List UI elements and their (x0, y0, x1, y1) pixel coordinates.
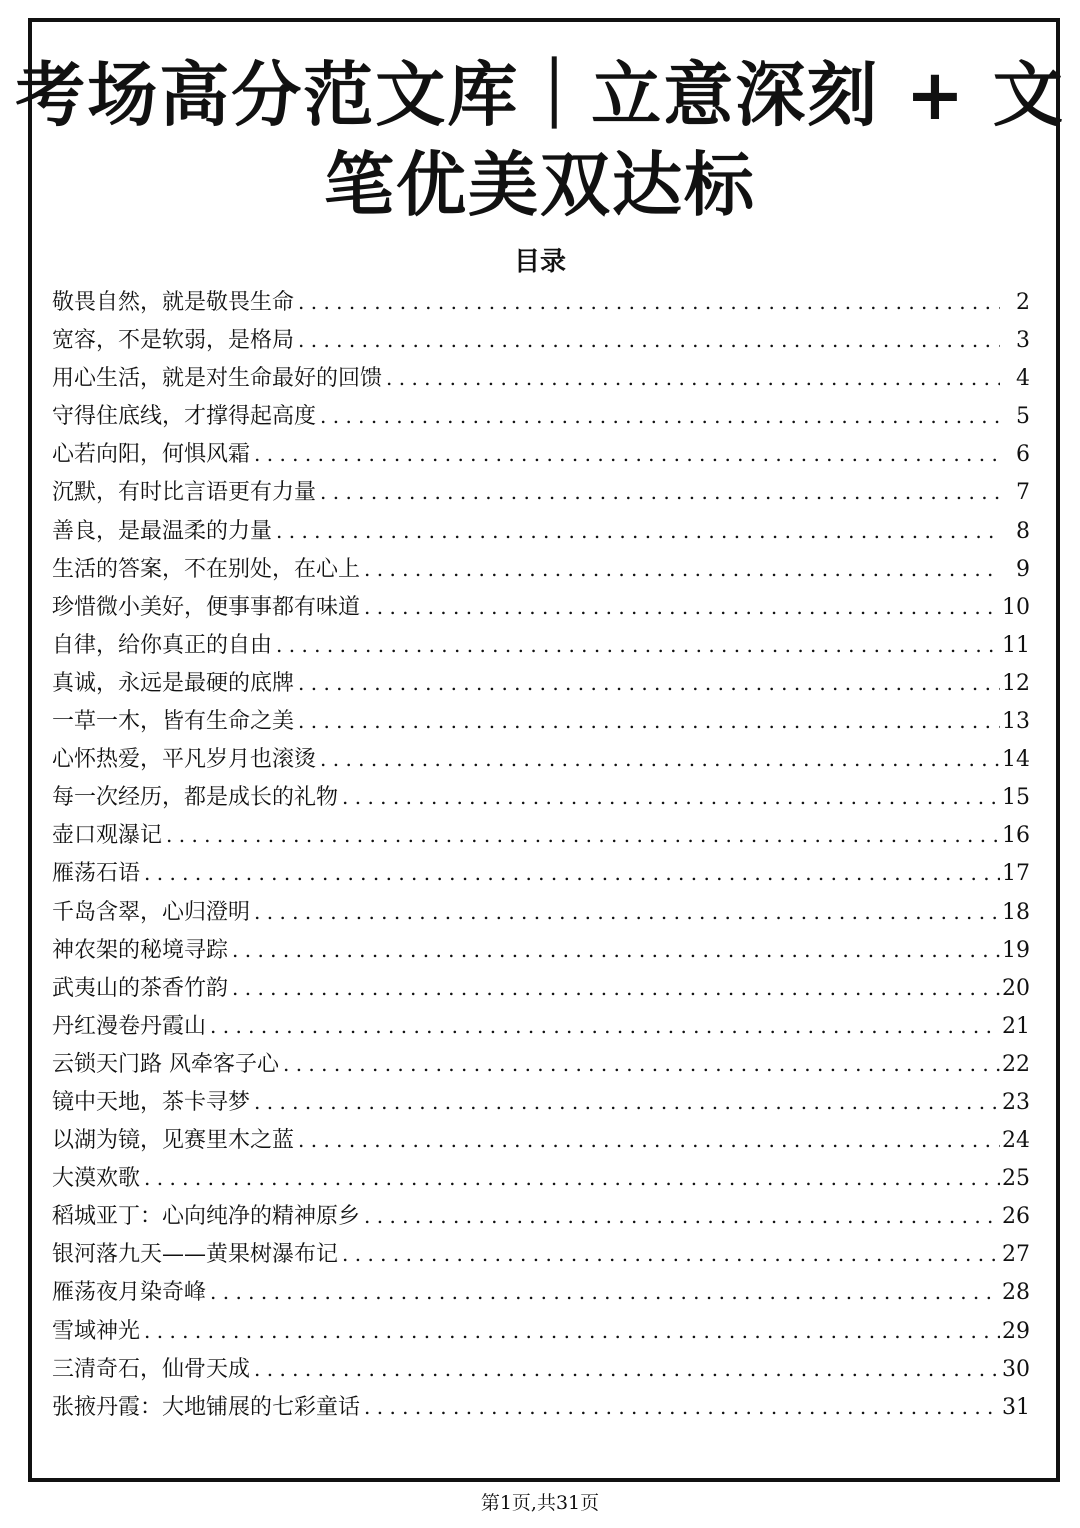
toc-dot-leader (254, 1350, 1000, 1388)
toc-entry-page[interactable]: 21 (1002, 1013, 1030, 1039)
toc-entry[interactable] (52, 1350, 1030, 1388)
toc-entry-page[interactable]: 7 (1016, 480, 1030, 506)
toc-entry-page[interactable]: 28 (1002, 1280, 1030, 1306)
toc-entry-title[interactable]: 心怀热爱，平凡岁月也滚烫 (52, 747, 317, 773)
toc-entry[interactable] (52, 512, 1030, 550)
toc-entry-page[interactable]: 16 (1002, 823, 1030, 849)
toc-entry-title[interactable]: 以湖为镜，见赛里木之蓝 (52, 1128, 295, 1154)
toc-entry-page[interactable]: 25 (1002, 1166, 1030, 1192)
toc-entry[interactable] (52, 1121, 1030, 1159)
toc-entry-page[interactable]: 10 (1002, 594, 1030, 620)
toc-entry-title[interactable]: 一草一木，皆有生命之美 (52, 709, 295, 735)
toc-entry-title[interactable]: 心若向阳，何惧风霜 (52, 442, 251, 468)
toc-entry-page[interactable]: 17 (1002, 861, 1030, 887)
toc-dot-leader (232, 969, 1000, 1007)
toc-entry-page[interactable]: 4 (1016, 366, 1030, 392)
toc-dot-leader (144, 1159, 1000, 1197)
toc-entry-title[interactable]: 善良，是最温柔的力量 (52, 518, 273, 544)
toc-entry-title[interactable]: 大漠欢歌 (52, 1166, 141, 1192)
toc-entry-page[interactable]: 18 (1002, 899, 1030, 925)
toc-dot-leader (210, 1273, 1000, 1311)
toc-entry-page[interactable]: 22 (1002, 1051, 1030, 1077)
toc-entry-page[interactable]: 20 (1002, 975, 1030, 1001)
toc-dot-leader (320, 740, 1000, 778)
toc-entry-page[interactable]: 3 (1016, 328, 1030, 354)
toc-entry-page[interactable]: 19 (1002, 937, 1030, 963)
toc-dot-leader (276, 512, 1000, 550)
toc-entry[interactable] (52, 1312, 1030, 1350)
toc-entry-page[interactable]: 29 (1002, 1318, 1030, 1344)
toc-entry[interactable] (52, 473, 1030, 511)
toc-entry-page[interactable]: 8 (1016, 518, 1030, 544)
toc-entry[interactable] (52, 626, 1030, 664)
toc-entry[interactable] (52, 359, 1030, 397)
toc-entry-title[interactable]: 每一次经历，都是成长的礼物 (52, 785, 339, 811)
toc-entry-page[interactable]: 14 (1002, 747, 1030, 773)
toc-entry-title[interactable]: 神农架的秘境寻踪 (52, 937, 229, 963)
toc-entry[interactable] (52, 1007, 1030, 1045)
toc-entry[interactable] (52, 816, 1030, 854)
toc-dot-leader (144, 1312, 1000, 1350)
toc-entry-title[interactable]: 武夷山的茶香竹韵 (52, 975, 229, 1001)
toc-dot-leader (254, 435, 1000, 473)
toc-entry-title[interactable]: 壶口观瀑记 (52, 823, 163, 849)
toc-entry[interactable] (52, 1045, 1030, 1083)
toc-entry-page[interactable]: 13 (1002, 709, 1030, 735)
toc-entry[interactable] (52, 969, 1030, 1007)
toc-entry-page[interactable]: 5 (1016, 404, 1030, 430)
toc-entry-title[interactable]: 雁荡石语 (52, 861, 141, 887)
toc-entry[interactable] (52, 321, 1030, 359)
toc-entry-page[interactable]: 30 (1002, 1356, 1030, 1382)
toc-entry[interactable] (52, 1197, 1030, 1235)
toc-entry[interactable] (52, 435, 1030, 473)
toc-dot-leader (276, 626, 1000, 664)
toc-entry-title[interactable]: 自律，给你真正的自由 (52, 632, 273, 658)
toc-entry[interactable] (52, 283, 1030, 321)
toc-heading: 目录 (513, 247, 566, 277)
toc-entry-page[interactable]: 23 (1002, 1089, 1030, 1115)
toc-entry-page[interactable]: 26 (1002, 1204, 1030, 1230)
toc-dot-leader (166, 816, 1000, 854)
toc-entry-title[interactable]: 宽容，不是软弱，是格局 (52, 328, 295, 354)
toc-dot-leader (254, 893, 1000, 931)
toc-dot-leader (232, 931, 1000, 969)
toc-dot-leader (364, 550, 1000, 588)
toc-entry-title[interactable]: 雁荡夜月染奇峰 (52, 1280, 207, 1306)
toc-entry-title[interactable]: 张掖丹霞：大地铺展的七彩童话 (52, 1394, 361, 1420)
toc-entry[interactable] (52, 1235, 1030, 1273)
toc-dot-leader (298, 321, 1000, 359)
toc-dot-leader (298, 1121, 1000, 1159)
toc-dot-leader (320, 473, 1000, 511)
toc-entry-page[interactable]: 9 (1016, 556, 1030, 582)
toc-dot-leader (210, 1007, 1000, 1045)
toc-entry-page[interactable]: 11 (1002, 632, 1030, 658)
toc-entry-title[interactable]: 银河落九天——黄果树瀑布记 (52, 1242, 339, 1268)
toc-entry-title[interactable]: 沉默，有时比言语更有力量 (52, 480, 317, 506)
toc-dot-leader (364, 588, 1000, 626)
toc-entry[interactable] (52, 1083, 1030, 1121)
toc-entry[interactable] (52, 740, 1030, 778)
table-of-contents (52, 283, 1030, 1426)
toc-dot-leader (298, 664, 1000, 702)
toc-entry-page[interactable]: 31 (1002, 1394, 1030, 1420)
toc-entry[interactable] (52, 854, 1030, 892)
toc-dot-leader (364, 1197, 1000, 1235)
toc-entry[interactable] (52, 931, 1030, 969)
toc-entry-page[interactable]: 24 (1002, 1128, 1030, 1154)
toc-entry-title[interactable]: 稻城亚丁：心向纯净的精神原乡 (52, 1204, 361, 1230)
toc-entry[interactable] (52, 1388, 1030, 1426)
toc-dot-leader (254, 1083, 1000, 1121)
toc-entry-title[interactable]: 敬畏自然，就是敬畏生命 (52, 290, 295, 315)
document-title-line-1: 考场高分范文库｜立意深刻 + 文 (15, 54, 1065, 136)
toc-entry[interactable] (52, 588, 1030, 626)
toc-entry-title[interactable]: 三清奇石，仙骨天成 (52, 1356, 251, 1382)
toc-entry[interactable] (52, 1159, 1030, 1197)
toc-entry[interactable] (52, 550, 1030, 588)
toc-entry[interactable] (52, 664, 1030, 702)
toc-entry-title[interactable]: 雪域神光 (52, 1318, 141, 1344)
toc-dot-leader (320, 397, 1000, 435)
toc-entry-title[interactable]: 丹红漫卷丹霞山 (52, 1013, 207, 1039)
page-footer: 第1页,共31页 (480, 1492, 600, 1514)
toc-dot-leader (144, 854, 1000, 892)
toc-entry-title[interactable]: 真诚，永远是最硬的底牌 (52, 670, 295, 696)
toc-entry-title[interactable]: 守得住底线，才撑得起高度 (52, 404, 317, 430)
toc-dot-leader (386, 359, 1000, 397)
toc-entry[interactable] (52, 397, 1030, 435)
toc-dot-leader (342, 778, 1000, 816)
toc-entry-page[interactable]: 6 (1016, 442, 1030, 468)
toc-entry-title[interactable]: 生活的答案，不在别处，在心上 (52, 556, 361, 582)
toc-entry[interactable] (52, 1273, 1030, 1311)
toc-entry[interactable] (52, 778, 1030, 816)
toc-dot-leader (364, 1388, 1000, 1426)
document-title-line-2: 笔优美双达标 (324, 144, 756, 226)
toc-entry-page[interactable]: 27 (1002, 1242, 1030, 1268)
toc-entry-page[interactable]: 12 (1002, 670, 1030, 696)
toc-entry-title[interactable]: 珍惜微小美好，便事事都有味道 (52, 594, 361, 620)
toc-entry-page[interactable]: 2 (1016, 290, 1030, 315)
toc-entry-title[interactable]: 镜中天地，茶卡寻梦 (52, 1089, 251, 1115)
toc-dot-leader (342, 1235, 1000, 1273)
toc-dot-leader (298, 702, 1000, 740)
toc-dot-leader (283, 1045, 1000, 1083)
toc-entry-title[interactable]: 云锁天门路 风牵客子心 (52, 1051, 279, 1077)
toc-entry-title[interactable]: 用心生活，就是对生命最好的回馈 (52, 366, 383, 392)
toc-entry-title[interactable]: 千岛含翠，心归澄明 (52, 899, 251, 925)
toc-dot-leader (298, 283, 1000, 321)
toc-entry-page[interactable]: 15 (1002, 785, 1030, 811)
toc-entry[interactable] (52, 702, 1030, 740)
toc-entry[interactable] (52, 893, 1030, 931)
document-title (0, 50, 1080, 230)
